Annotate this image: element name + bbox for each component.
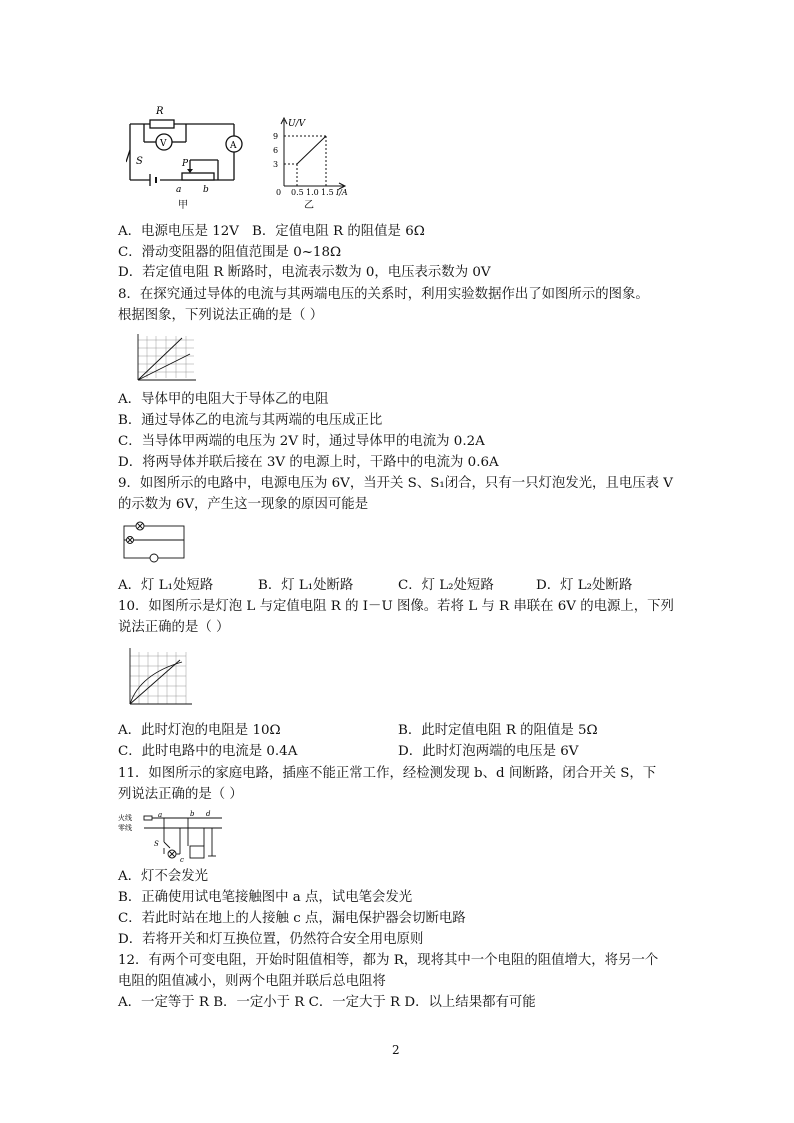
x-tick-15: 1.5 xyxy=(321,188,334,197)
x-axis-label: I/A xyxy=(336,188,348,197)
q10-option-c[interactable]: C．此时电路中的电流是 0.4A xyxy=(118,744,298,759)
q10-option-d[interactable]: D．此时灯泡两端的电压是 6V xyxy=(398,744,579,759)
q9-stem-line2: 的示数为 6V，产生这一现象的原因可能是 xyxy=(118,497,369,512)
label-p: P xyxy=(182,159,189,169)
q11-option-a[interactable]: A．灯不会发光 xyxy=(118,869,209,884)
q10-iu-graph xyxy=(120,644,202,710)
page-number: 2 xyxy=(392,1043,400,1057)
q8-option-c[interactable]: C．当导体甲两端的电压为 2V 时，通过导体甲的电流为 0.2A xyxy=(118,434,485,449)
y-tick-6: 6 xyxy=(273,146,279,155)
ui-graph-yi xyxy=(268,114,350,210)
label-v: V xyxy=(160,139,167,149)
label-d: d xyxy=(206,810,211,818)
q7-option-a[interactable]: A．电源电压是 12V xyxy=(118,224,239,239)
q9-option-b[interactable]: B．灯 L₁处断路 xyxy=(258,578,354,593)
label-fire-line: 火线 xyxy=(118,814,132,822)
q7-option-c[interactable]: C．滑动变阻器的阻值范围是 0~18Ω xyxy=(118,245,342,260)
origin-label: 0 xyxy=(276,188,282,197)
label-b-end: b xyxy=(203,185,209,195)
q10-option-a[interactable]: A．此时灯泡的电阻是 10Ω xyxy=(118,723,281,738)
y-tick-3: 3 xyxy=(273,160,279,169)
x-tick-05: 0.5 xyxy=(291,188,304,197)
q9-option-d[interactable]: D．灯 L₂处断路 xyxy=(536,578,633,593)
label-r: R xyxy=(156,106,164,117)
q8-option-b[interactable]: B．通过导体乙的电流与其两端的电压成正比 xyxy=(118,413,383,428)
label-s: S xyxy=(136,156,143,167)
caption-jia: 甲 xyxy=(178,200,188,211)
q8-stem-line2: 根据图象，下列说法正确的是（ ） xyxy=(118,308,324,323)
q8-stem-line1: 8．在探究通过导体的电流与其两端电压的关系时，利用实验数据作出了如图所示的图象。 xyxy=(118,287,649,302)
q12-options[interactable]: A．一定等于 R B．一定小于 R C．一定大于 R D．以上结果都有可能 xyxy=(118,995,536,1010)
q10-option-b[interactable]: B．此时定值电阻 R 的阻值是 5Ω xyxy=(398,723,598,738)
label-zero-line: 零线 xyxy=(118,824,132,832)
q8-option-d[interactable]: D．将两导体并联后接在 3V 的电源上时，干路中的电流为 0.6A xyxy=(118,455,499,470)
q11-option-c[interactable]: C．若此时站在地上的人接触 c 点，漏电保护器会切断电路 xyxy=(118,911,466,926)
label-b: b xyxy=(190,810,195,818)
label-c: c xyxy=(180,856,184,864)
label-a: A xyxy=(230,141,237,151)
label-s: S xyxy=(154,840,159,848)
q7-option-d[interactable]: D．若定值电阻 R 断路时，电流表示数为 0，电压表示数为 0V xyxy=(118,265,491,280)
q8-option-a[interactable]: A．导体甲的电阻大于导体乙的电阻 xyxy=(118,392,329,407)
label-a-end: a xyxy=(176,185,182,195)
q11-option-d[interactable]: D．若将开关和灯互换位置，仍然符合安全用电原则 xyxy=(118,932,424,947)
q12-stem-line1: 12．有两个可变电阻，开始时阻值相等，都为 R，现将其中一个电阻的阻值增大，将另一个 xyxy=(118,953,659,968)
q9-stem-line1: 9．如图所示的电路中，电源电压为 6V，当开关 S、S₁闭合，只有一只灯泡发光，且电压表 V xyxy=(118,476,673,491)
q9-option-a[interactable]: A．灯 L₁处短路 xyxy=(118,578,214,593)
q10-stem-line1: 10．如图所示是灯泡 L 与定值电阻 R 的 I－U 图像。若将 L 与 R 串联在 6V 的电源上，下列 xyxy=(118,599,674,614)
q7-option-b[interactable]: B．定值电阻 R 的阻值是 6Ω xyxy=(252,224,425,239)
q11-stem-line2: 列说法正确的是（ ） xyxy=(118,787,243,802)
caption-yi: 乙 xyxy=(304,200,314,210)
label-a: a xyxy=(158,811,163,819)
q11-stem-line1: 11．如图所示的家庭电路，插座不能正常工作，经检测发现 b、d 间断路，闭合开关 S，下 xyxy=(118,766,657,781)
q10-stem-line2: 说法正确的是（ ） xyxy=(118,620,230,635)
q11-household-circuit xyxy=(118,808,226,864)
q12-stem-line2: 电阻的阻值减小，则两个电阻并联后总电阻将 xyxy=(118,974,386,989)
q9-circuit xyxy=(120,518,190,568)
x-tick-10: 1.0 xyxy=(306,188,319,197)
circuit-diagram-jia xyxy=(126,100,246,212)
y-tick-9: 9 xyxy=(273,132,279,141)
q11-option-b[interactable]: B．正确使用试电笔接触图中 a 点，试电笔会发光 xyxy=(118,890,413,905)
q9-option-c[interactable]: C．灯 L₂处短路 xyxy=(398,578,494,593)
y-axis-label: U/V xyxy=(288,119,306,129)
q8-iu-graph xyxy=(126,330,200,386)
